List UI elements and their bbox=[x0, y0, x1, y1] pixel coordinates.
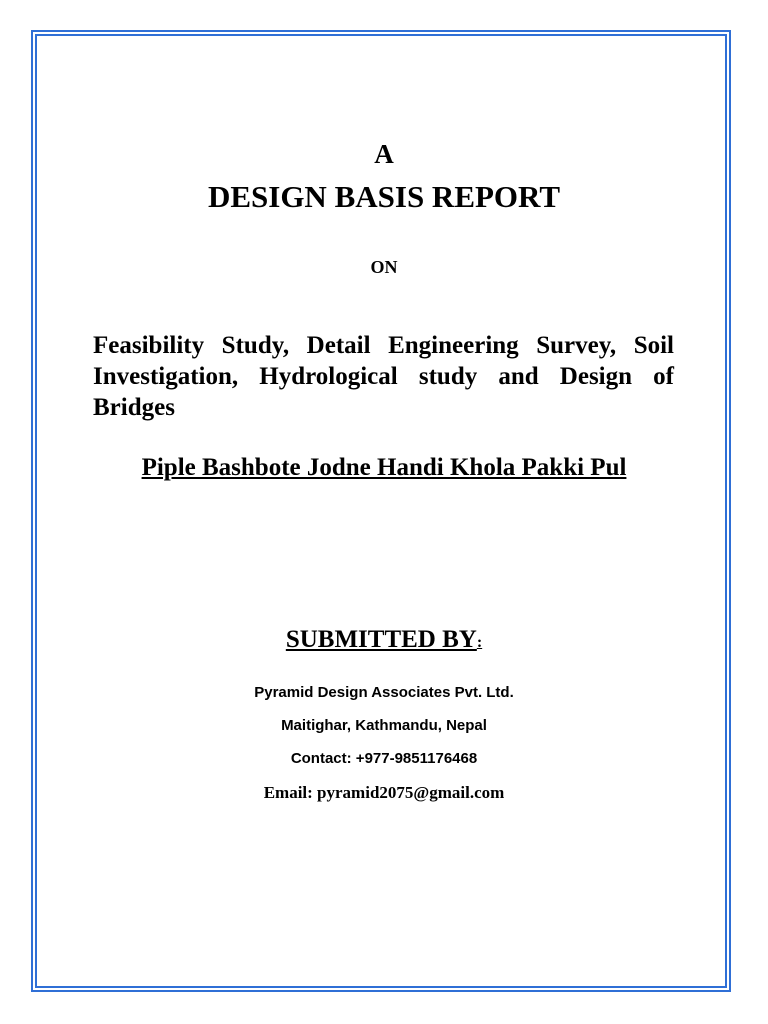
submitter-email: Email: pyramid2075@gmail.com bbox=[263, 783, 505, 802]
project-name-text: Piple Bashbote Jodne Handi Khola Pakki Pul bbox=[141, 454, 627, 481]
submitter-address: Maitighar, Kathmandu, Nepal bbox=[281, 717, 487, 734]
report-subject: Feasibility Study, Detail Engineering Survey, Soil Investigation, Hydrological study and Design of Bridges bbox=[93, 332, 674, 421]
project-name bbox=[0, 452, 768, 484]
title-article: A bbox=[374, 139, 394, 169]
submitted-by-heading bbox=[0, 624, 768, 659]
report-title: DESIGN BASIS REPORT bbox=[207, 179, 561, 214]
submitter-contact: Contact: +977-9851176468 bbox=[290, 750, 478, 767]
submitted-by-colon: : bbox=[476, 634, 483, 651]
on-label: ON bbox=[370, 257, 398, 277]
submitted-by-label: SUBMITTED BY bbox=[285, 626, 477, 653]
submitter-company: Pyramid Design Associates Pvt. Ltd. bbox=[254, 684, 514, 701]
